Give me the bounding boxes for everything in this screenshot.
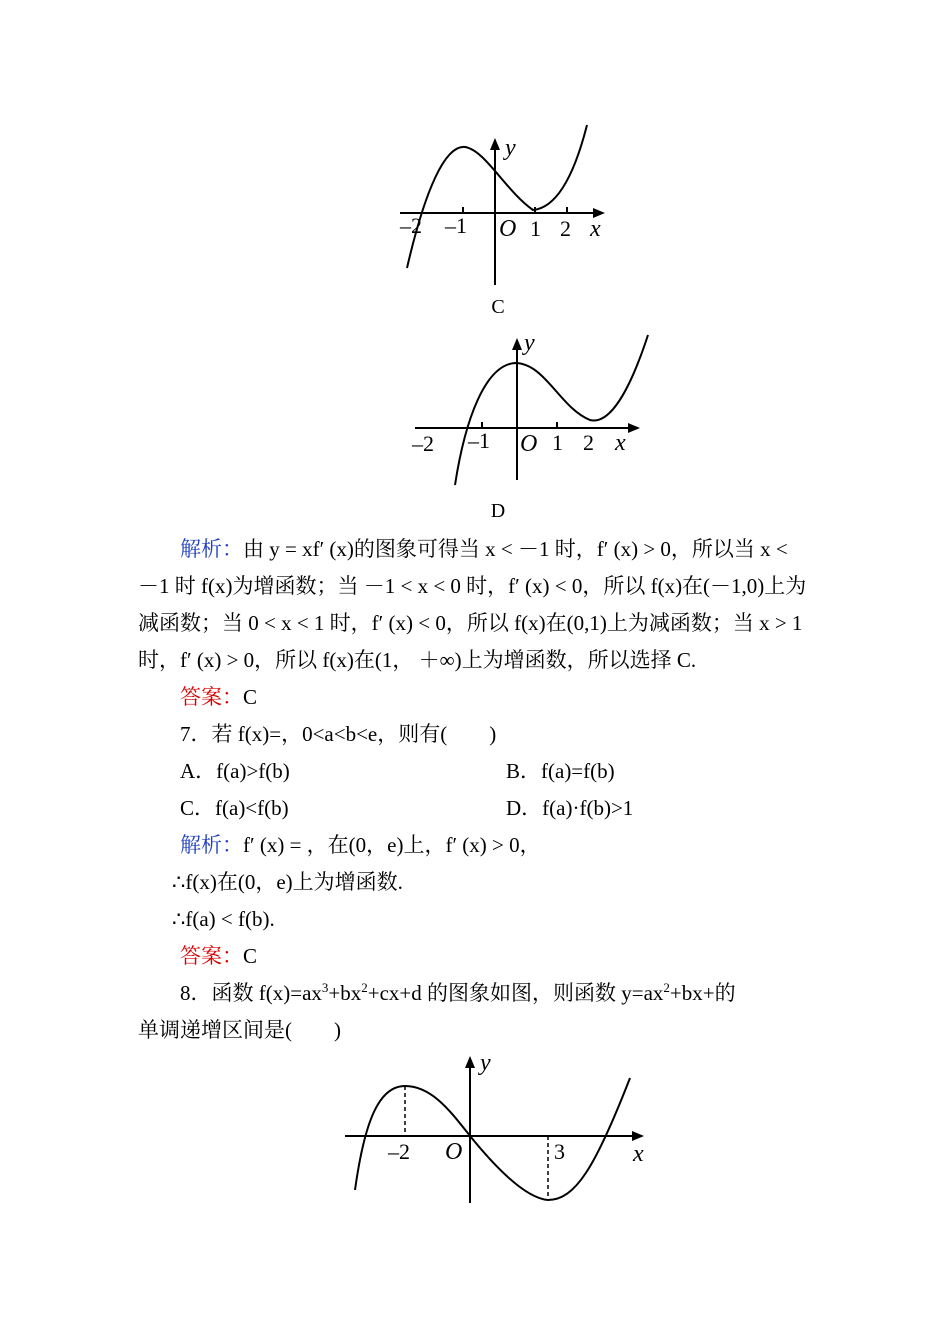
option-a: A．f(a)>f(b) bbox=[180, 759, 290, 783]
exponent: 2 bbox=[361, 980, 368, 995]
tick-label: 2 bbox=[560, 216, 571, 241]
solution-label: 解析： bbox=[180, 537, 243, 561]
figure-d-caption: D bbox=[490, 500, 506, 522]
tick-label: –1 bbox=[468, 428, 490, 453]
question-text: +bx bbox=[328, 981, 362, 1005]
tick-label: –2 bbox=[412, 431, 434, 456]
answer-6 bbox=[138, 682, 818, 712]
question-8-line-1 bbox=[138, 978, 818, 1008]
x-axis-label: x bbox=[633, 1141, 644, 1167]
answer-label: 答案： bbox=[180, 685, 243, 709]
tick-label: 3 bbox=[554, 1139, 565, 1164]
option-b: B．f(a)=f(b) bbox=[506, 759, 615, 783]
solution-text: f′ (x) = ，在(0，e)上，f′ (x) > 0， bbox=[243, 833, 541, 857]
question-text: +cx+d 的图象如图，则函数 y=ax bbox=[367, 981, 664, 1005]
origin-label: O bbox=[499, 216, 517, 242]
x-axis-label: x bbox=[615, 430, 626, 456]
tick-label: 2 bbox=[583, 430, 594, 455]
figure-d-graph bbox=[410, 330, 650, 490]
figure-c-graph bbox=[395, 120, 615, 290]
solution-7-line-2: ∴f(x)在(0，e)上为增函数. bbox=[172, 870, 403, 894]
y-axis-label: y bbox=[524, 330, 535, 356]
curve bbox=[455, 335, 648, 485]
figure-c-caption: C bbox=[491, 296, 505, 318]
exponent: 2 bbox=[663, 980, 670, 995]
origin-label: O bbox=[520, 431, 538, 457]
y-axis-arrow bbox=[465, 1056, 475, 1068]
y-axis-arrow bbox=[490, 138, 500, 150]
origin-label: O bbox=[445, 1139, 463, 1165]
y-axis-label: y bbox=[480, 1050, 491, 1076]
solution-text: 由 y = xf′ (x)的图象可得当 x < －1 时，f′ (x) > 0，所以当 x < bbox=[243, 537, 788, 561]
solution-7-line-3: ∴f(a) < f(b). bbox=[172, 907, 275, 931]
solution-7-line-1 bbox=[138, 830, 818, 860]
tick-label: –2 bbox=[400, 213, 422, 238]
tick-label: –2 bbox=[388, 1139, 410, 1164]
solution-6-line-1 bbox=[138, 534, 818, 564]
question-7-stem: 7．若 f(x)=，0<a<b<e，则有( ) bbox=[180, 722, 497, 746]
solution-label: 解析： bbox=[180, 833, 243, 857]
answer-label: 答案： bbox=[180, 944, 243, 968]
y-axis-label: y bbox=[505, 135, 516, 161]
x-axis-arrow bbox=[632, 1131, 644, 1141]
answer-7 bbox=[138, 941, 818, 971]
question-text: 8．函数 f(x)=ax bbox=[180, 981, 322, 1005]
question-text: +bx+的 bbox=[669, 981, 736, 1005]
x-axis-label: x bbox=[590, 216, 601, 242]
tick-label: –1 bbox=[445, 213, 467, 238]
option-c: C．f(a)<f(b) bbox=[180, 796, 289, 820]
answer-value: C bbox=[243, 944, 258, 968]
x-axis-arrow bbox=[628, 423, 640, 433]
tick-label: 1 bbox=[552, 430, 563, 455]
option-d: D．f(a)·f(b)>1 bbox=[506, 796, 634, 820]
y-axis-arrow bbox=[512, 338, 522, 350]
tick-label: 1 bbox=[530, 216, 541, 241]
solution-6-line-4: 时，f′ (x) > 0，所以 f(x)在(1， ＋∞)上为增函数，所以选择 C. bbox=[138, 648, 697, 672]
solution-6-line-2: －1 时 f(x)为增函数；当 －1 < x < 0 时，f′ (x) < 0，所以 f(x)在(－1,0)上为 bbox=[138, 574, 807, 598]
figure-8-graph bbox=[340, 1048, 660, 1208]
solution-6-line-3: 减函数；当 0 < x < 1 时，f′ (x) < 0，所以 f(x)在(0,1)上为减函数；当 x > 1 bbox=[138, 611, 803, 635]
answer-value: C bbox=[243, 685, 258, 709]
question-8-line-2: 单调递增区间是( ) bbox=[138, 1018, 341, 1042]
exponent: 3 bbox=[321, 980, 329, 995]
